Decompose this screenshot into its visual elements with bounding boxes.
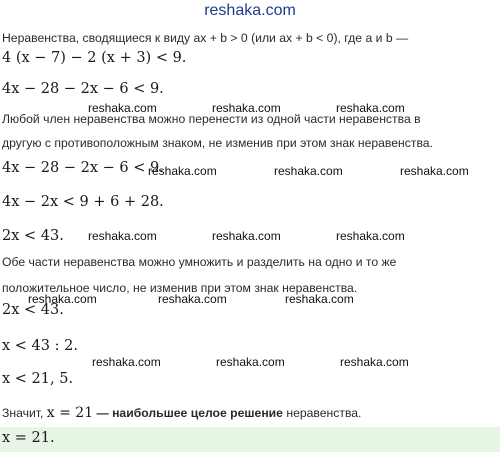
conclusion-math: x = 21 xyxy=(46,405,94,421)
equation-1: 4 (x − 7) − 2 (x + 3) < 9. xyxy=(2,50,187,66)
watermark: reshaka.com xyxy=(336,229,405,243)
equation-8: x < 21, 5. xyxy=(2,371,74,387)
watermark: reshaka.com xyxy=(88,229,157,243)
watermark: reshaka.com xyxy=(148,164,217,178)
equation-5: 2x < 43. xyxy=(2,228,64,244)
watermark: reshaka.com xyxy=(216,355,285,369)
rule-2-line-a: Обе части неравенства можно умножить и разделить на одно и то же xyxy=(2,255,397,269)
answer-box xyxy=(0,427,500,452)
site-title: reshaka.com xyxy=(204,2,296,19)
equation-6: 2x < 43. xyxy=(2,302,64,318)
answer: x = 21. xyxy=(2,430,55,446)
conclusion-suffix: неравенства. xyxy=(282,406,362,420)
watermark: reshaka.com xyxy=(285,292,354,306)
rule-1-line-b: другую с противоположным знаком, не изменив при этом знак неравенства. xyxy=(2,136,433,150)
watermark: reshaka.com xyxy=(88,101,157,115)
watermark: reshaka.com xyxy=(274,164,343,178)
watermark: reshaka.com xyxy=(212,101,281,115)
watermark: reshaka.com xyxy=(158,292,227,306)
equation-3: 4x − 28 − 2x − 6 < 9. xyxy=(2,160,164,176)
watermark: reshaka.com xyxy=(340,355,409,369)
watermark: reshaka.com xyxy=(28,292,97,306)
rule-1-line-a: Любой член неравенства можно перенести из одной части неравенства в xyxy=(2,112,421,126)
conclusion-bold: — наибольшее целое решение xyxy=(93,406,283,420)
equation-2: 4x − 28 − 2x − 6 < 9. xyxy=(2,81,164,97)
equation-4: 4x − 2x < 9 + 6 + 28. xyxy=(2,194,164,210)
intro-line: Неравенства, сводящиеся к виду ax + b > 0 (или ax + b < 0), где a и b — xyxy=(2,31,409,45)
conclusion-prefix: Значит, xyxy=(2,406,47,420)
rule-2-line-b: положительное число, не изменив при этом знак неравенства. xyxy=(2,281,358,295)
watermark: reshaka.com xyxy=(400,164,469,178)
watermark: reshaka.com xyxy=(212,229,281,243)
conclusion xyxy=(2,405,361,421)
equation-7: x < 43 : 2. xyxy=(2,338,78,354)
watermark: reshaka.com xyxy=(92,355,161,369)
watermark: reshaka.com xyxy=(336,101,405,115)
